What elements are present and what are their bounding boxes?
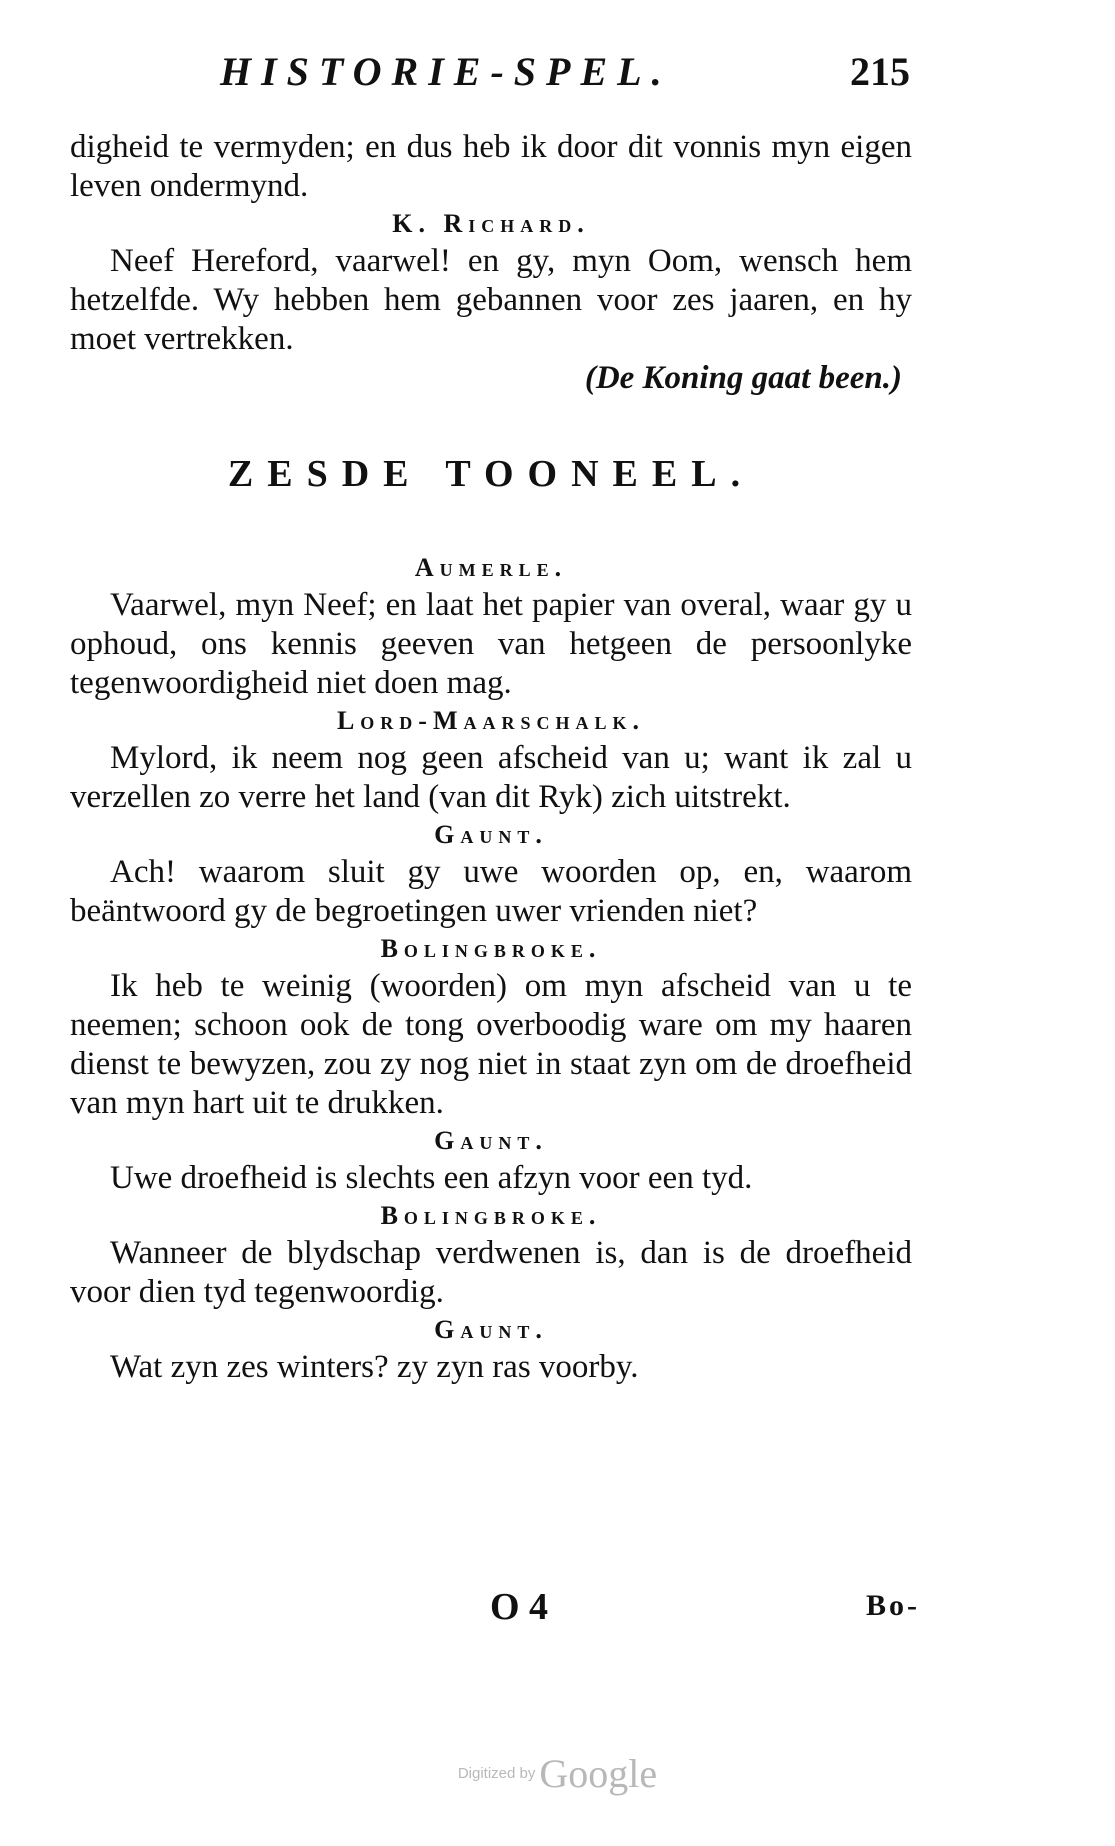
catchword: Bo- <box>866 1589 920 1622</box>
speaker-name: Bolingbroke. <box>380 1201 602 1230</box>
dialogue-paragraph: Wat zyn zes winters? zy zyn ras voorby. <box>110 1349 639 1385</box>
stage-direction: (De Koning gaat been.) <box>584 360 902 396</box>
speaker-name: Gaunt. <box>434 820 548 849</box>
signature-mark: O 4 <box>490 1586 549 1628</box>
dialogue-paragraph: Vaarwel, myn Neef; en laat het papier van overal, waar gy u ophoud, ons kennis geeven van hetgeen de persoonlyke tegenwoordigheid niet doen mag. <box>70 587 912 701</box>
top-text-block <box>70 128 912 398</box>
speaker-name: Aumerle. <box>414 553 568 582</box>
dialogue-paragraph: Neef Hereford, vaarwel! en gy, myn Oom, wensch hem hetzelfde. Wy hebben hem gebannen voor zes jaaren, en hy moet vertrekken. <box>70 243 912 357</box>
page-number: 215 <box>850 49 910 94</box>
page-footer <box>70 1585 920 1635</box>
speaker-name: Bolingbroke. <box>380 934 602 963</box>
dialogue-paragraph: Ik heb te weinig (woorden) om myn afscheid van u te neemen; schoon ook de tong overboodig ware om my haaren dienst te bewyzen, zou zy nog niet in staat zyn om de droefheid van myn hart uit te drukken. <box>70 968 912 1121</box>
dialogue-paragraph: Mylord, ik neem nog geen afscheid van u; want ik zal u verzellen zo verre het land (van dit Ryk) zich uitstrekt. <box>70 740 912 815</box>
dialogue-block <box>70 550 912 1387</box>
watermark-prefix: Digitized by <box>457 1765 536 1782</box>
speaker-name: K. Richard. <box>392 209 590 238</box>
speaker-name: Gaunt. <box>434 1315 548 1344</box>
watermark-brand: Google <box>539 1751 658 1796</box>
running-head <box>70 42 920 102</box>
dialogue-paragraph: Wanneer de blydschap verdwenen is, dan is de droefheid voor dien tyd tegenwoordig. <box>70 1235 912 1310</box>
running-title: HISTORIE-SPEL. <box>220 49 672 94</box>
dialogue-paragraph: Uwe droefheid is slechts een afzyn voor een tyd. <box>110 1160 753 1196</box>
continued-paragraph: digheid te vermyden; en dus heb ik door dit vonnis myn eigen leven ondermynd. <box>70 129 912 204</box>
speaker-name: Lord-Maarschalk. <box>336 706 646 735</box>
dialogue-paragraph: Ach! waarom sluit gy uwe woorden op, en, waarom beäntwoord gy de begroetingen uwer vrienden niet? <box>70 854 912 929</box>
scene-heading: ZESDE TOONEEL. <box>227 453 755 495</box>
speaker-name: Gaunt. <box>434 1126 548 1155</box>
digitization-watermark <box>0 1750 1115 1797</box>
